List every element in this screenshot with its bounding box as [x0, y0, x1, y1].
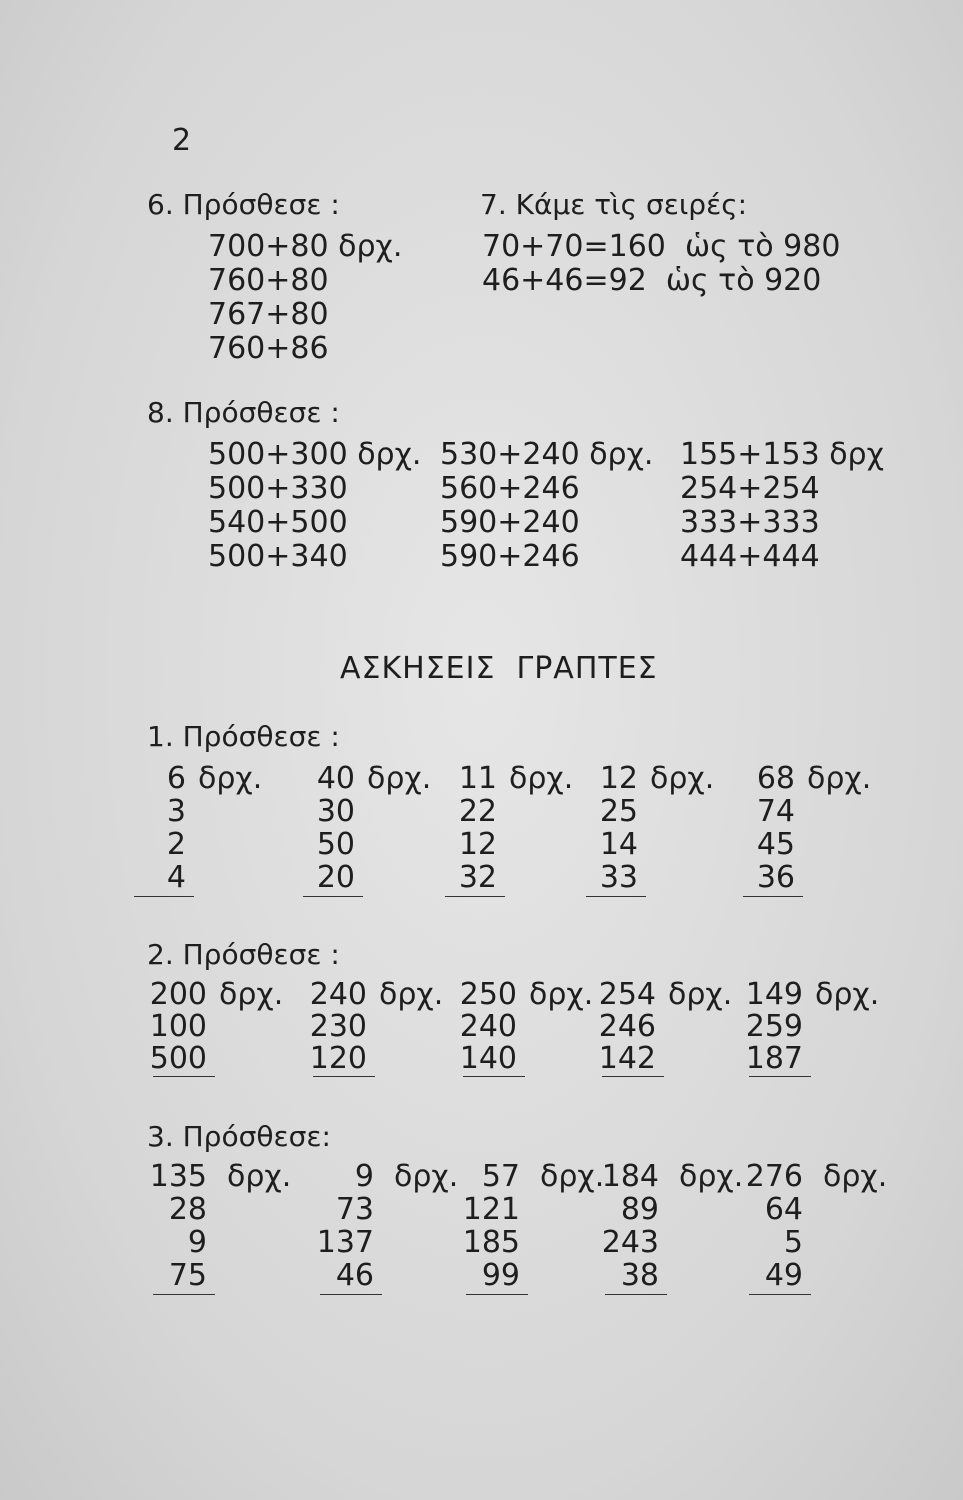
w3-number: 9 [187, 1225, 207, 1260]
ex8-col1-line: 540+500 [208, 505, 348, 540]
w2-number: 240 [459, 1009, 517, 1044]
w3-number: 46 [335, 1258, 374, 1293]
w1-number: 14 [599, 827, 638, 862]
w1-number: 25 [599, 794, 638, 829]
ex7-label: 7. Κάμε τὶς σειρές: [480, 188, 748, 221]
w1-number: 50 [316, 827, 355, 862]
w1-number: 11 [458, 761, 497, 796]
w2-number: 187 [745, 1041, 803, 1076]
w2-number: 230 [309, 1009, 367, 1044]
ex8-col3-line: 333+333 [680, 505, 820, 540]
w3-number: 75 [168, 1258, 207, 1293]
w1-number: 36 [756, 860, 795, 895]
w1-sum-line [445, 896, 505, 897]
w2-number: 240 [309, 977, 367, 1012]
w3-number: 99 [481, 1258, 520, 1293]
w2-unit: δρχ. [219, 977, 284, 1012]
ex8-label: 8. Πρόσθεσε : [147, 396, 340, 429]
w3-label: 3. Πρόσθεσε: [147, 1120, 331, 1153]
w2-number: 142 [598, 1041, 656, 1076]
w3-sum-line [153, 1294, 215, 1295]
w3-number: 38 [620, 1258, 659, 1293]
w1-number: 22 [458, 794, 497, 829]
w3-number: 121 [462, 1192, 520, 1227]
w3-unit: δρχ. [394, 1159, 459, 1194]
ex7-line: 46+46=92 ὡς τὸ 920 [482, 263, 822, 298]
w3-unit: δρχ. [679, 1159, 744, 1194]
w3-number: 28 [168, 1192, 207, 1227]
ex8-col3-line: 444+444 [680, 539, 820, 574]
w3-unit: δρχ. [823, 1159, 888, 1194]
ex8-col2-line: 530+240 δρχ. [440, 437, 654, 472]
ex8-col2-line: 590+240 [440, 505, 580, 540]
ex8-col1-line: 500+330 [208, 471, 348, 506]
w1-unit: δρχ. [807, 761, 872, 796]
w1-number: 68 [756, 761, 795, 796]
w3-sum-line [605, 1294, 667, 1295]
w3-unit: δρχ. [227, 1159, 292, 1194]
w1-sum-line [743, 896, 803, 897]
w2-sum-line [313, 1076, 375, 1077]
w2-sum-line [602, 1076, 664, 1077]
w1-unit: δρχ. [509, 761, 574, 796]
w2-number: 250 [459, 977, 517, 1012]
w1-number: 12 [599, 761, 638, 796]
w2-number: 200 [149, 977, 207, 1012]
w3-number: 276 [745, 1159, 803, 1194]
w1-unit: δρχ. [198, 761, 263, 796]
w1-number: 12 [458, 827, 497, 862]
w2-number: 254 [598, 977, 656, 1012]
ex6-line: 767+80 [208, 297, 329, 332]
ex8-col3-line: 155+153 δρχ [680, 437, 884, 472]
w1-number: 74 [756, 794, 795, 829]
ex6-line: 760+86 [208, 331, 329, 366]
w3-number: 9 [354, 1159, 374, 1194]
w2-number: 246 [598, 1009, 656, 1044]
w2-number: 120 [309, 1041, 367, 1076]
w2-number: 500 [149, 1041, 207, 1076]
w1-number: 20 [316, 860, 355, 895]
w3-number: 135 [149, 1159, 207, 1194]
w2-number: 140 [459, 1041, 517, 1076]
w2-sum-line [749, 1076, 811, 1077]
w1-sum-line [134, 896, 194, 897]
w1-number: 40 [316, 761, 355, 796]
w2-number: 149 [745, 977, 803, 1012]
w3-number: 184 [601, 1159, 659, 1194]
w3-sum-line [749, 1294, 811, 1295]
w1-sum-line [303, 896, 363, 897]
ex8-col3-line: 254+254 [680, 471, 820, 506]
ex6-label: 6. Πρόσθεσε : [147, 188, 340, 221]
w1-number: 45 [756, 827, 795, 862]
w1-number: 3 [166, 794, 186, 829]
w2-unit: δρχ. [379, 977, 444, 1012]
w3-number: 49 [764, 1258, 803, 1293]
w2-sum-line [463, 1076, 525, 1077]
w3-number: 137 [316, 1225, 374, 1260]
w1-number: 6 [166, 761, 186, 796]
w2-sum-line [153, 1076, 215, 1077]
w1-number: 32 [458, 860, 497, 895]
w2-unit: δρχ. [815, 977, 880, 1012]
written-exercises-heading: ΑΣΚΗΣΕΙΣ ΓΡΑΠΤΕΣ [340, 651, 658, 686]
ex6-line: 700+80 δρχ. [208, 229, 403, 264]
w1-label: 1. Πρόσθεσε : [147, 720, 340, 753]
w3-number: 89 [620, 1192, 659, 1227]
ex8-col1-line: 500+300 δρχ. [208, 437, 422, 472]
w2-unit: δρχ. [529, 977, 594, 1012]
w3-number: 64 [764, 1192, 803, 1227]
w1-number: 4 [166, 860, 186, 895]
ex7-line: 70+70=160 ὡς τὸ 980 [482, 229, 841, 264]
w1-unit: δρχ. [650, 761, 715, 796]
w1-number: 33 [599, 860, 638, 895]
w2-label: 2. Πρόσθεσε : [147, 938, 340, 971]
w3-unit: δρχ. [540, 1159, 605, 1194]
w3-number: 5 [783, 1225, 803, 1260]
w3-number: 243 [601, 1225, 659, 1260]
w3-number: 185 [462, 1225, 520, 1260]
w3-sum-line [320, 1294, 382, 1295]
w3-number: 73 [335, 1192, 374, 1227]
w1-unit: δρχ. [367, 761, 432, 796]
ex8-col2-line: 560+246 [440, 471, 580, 506]
w1-number: 30 [316, 794, 355, 829]
w2-number: 100 [149, 1009, 207, 1044]
w3-number: 57 [481, 1159, 520, 1194]
w1-number: 2 [166, 827, 186, 862]
w2-number: 259 [745, 1009, 803, 1044]
ex8-col2-line: 590+246 [440, 539, 580, 574]
w1-sum-line [586, 896, 646, 897]
w3-sum-line [466, 1294, 528, 1295]
ex8-col1-line: 500+340 [208, 539, 348, 574]
ex6-line: 760+80 [208, 263, 329, 298]
w2-unit: δρχ. [668, 977, 733, 1012]
page-number: 2 [172, 123, 192, 158]
